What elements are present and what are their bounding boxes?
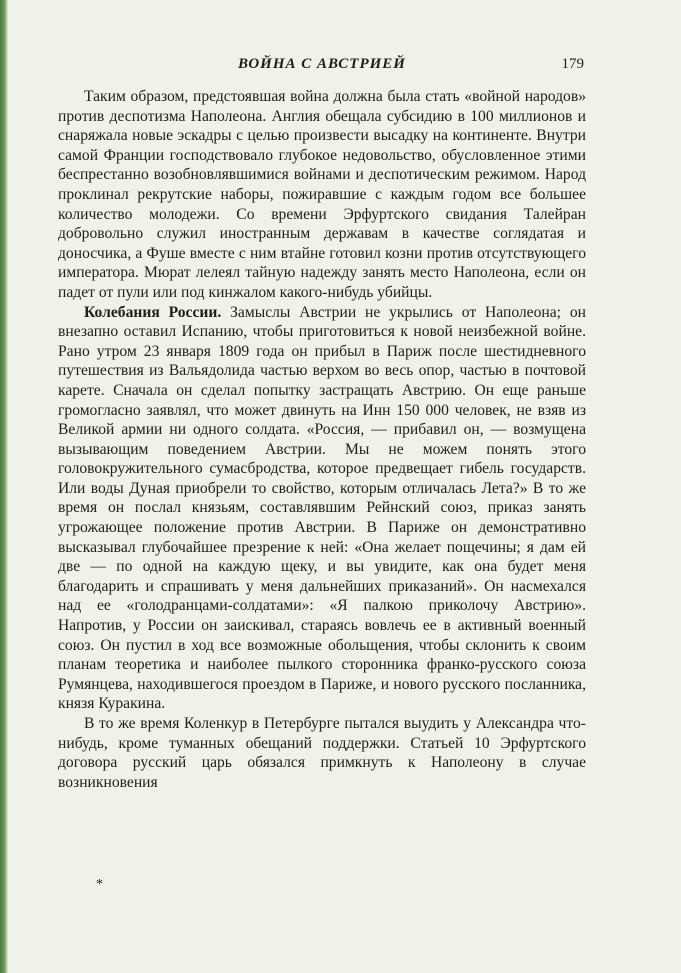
footer-mark: * xyxy=(96,877,103,892)
paragraph xyxy=(58,87,586,303)
body-text xyxy=(58,87,586,792)
running-header xyxy=(58,54,586,80)
paragraph-text: Замыслы Австрии не укрылись от Наполеона; он внезапно оставил Испанию, чтобы приготовиться к новой неизбежной войне. Рано утром 23 января 1809 года он прибыл в Париж после шестидневного путешествия из Вальядолида частью верхом во весь опор, частью в почтовой карете. Сначала он сделал попытку застращать Австрию. Он еще раньше громогласно заявлял, что может двинуть на Инн 150 000 человек, не взяв из Великой армии ни одного солдата. «Россия, — прибавил он, — возмущена вызывающим поведением Австрии. Мы не можем понять этого головокружительного сумасбродства, которое предвещает гибель государств. Или воды Дуная приобрели то свойство, которым отличалась Лета?» В то же время он послал князьям, составлявшим Рейнский союз, приказ занять угрожающее положение против Австрии. В Париже он демонстративно высказывал глубочайшее презрение к ней: «Она желает пощечины; я дам ей две — по одной на каждую щеку, и вы увидите, как она будет меня благодарить и спрашивать у меня дальнейших приказаний». Он насмехался над ее «голодранцами-солдатами»: «Я палкою приколочу Австрию». Напротив, у России он заискивал, стараясь вовлечь ее в активный военный союз. Он пустил в ход все возможные обольщения, чтобы склонить к своим планам теоретика и наиболее пылкого сторонника франко-русского союза Румянцева, находившегося проездом в Париже, и нового русского посланника, князя Куракина. xyxy=(58,303,586,713)
section-heading: Колебания России. xyxy=(84,303,222,321)
paragraph xyxy=(58,303,586,714)
page-number: 179 xyxy=(561,56,584,72)
paragraph xyxy=(58,714,586,792)
running-title: ВОЙНА С АВСТРИЕЙ xyxy=(238,56,406,72)
page-edge xyxy=(0,0,8,973)
paragraph-text: В то же время Коленкур в Петербурге пытался выудить у Александра что-нибудь, кроме туманных обещаний поддержки. Статьей 10 Эрфуртского договора русский царь обязался примкнуть к Наполеону в случае возникновения xyxy=(58,715,586,791)
paragraph-text: Таким образом, предстоявшая война должна была стать «войной народов» против деспотизма Наполеона. Англия обещала субсидию в 100 миллионов и снаряжала новые эскадры с целью произвести высадку на континенте. Внутри самой Франции господствовало глубокое недовольство, обусловленное этими беспрестанно возобновлявшимися войнами и деспотическим режимом. Народ проклинал рекрутские наборы, пожиравшие с каждым годом все большее количество молодежи. Со времени Эрфуртского свидания Талейран добровольно служил иностранным державам в качестве соглядатая и доносчика, а Фуше вместе с ним втайне готовил козни против отсутствующего императора. Мюрат лелеял тайную надежду занять место Наполеона, если он падет от пули или под кинжалом какого-нибудь убийцы. xyxy=(58,88,586,301)
book-page xyxy=(58,54,586,934)
